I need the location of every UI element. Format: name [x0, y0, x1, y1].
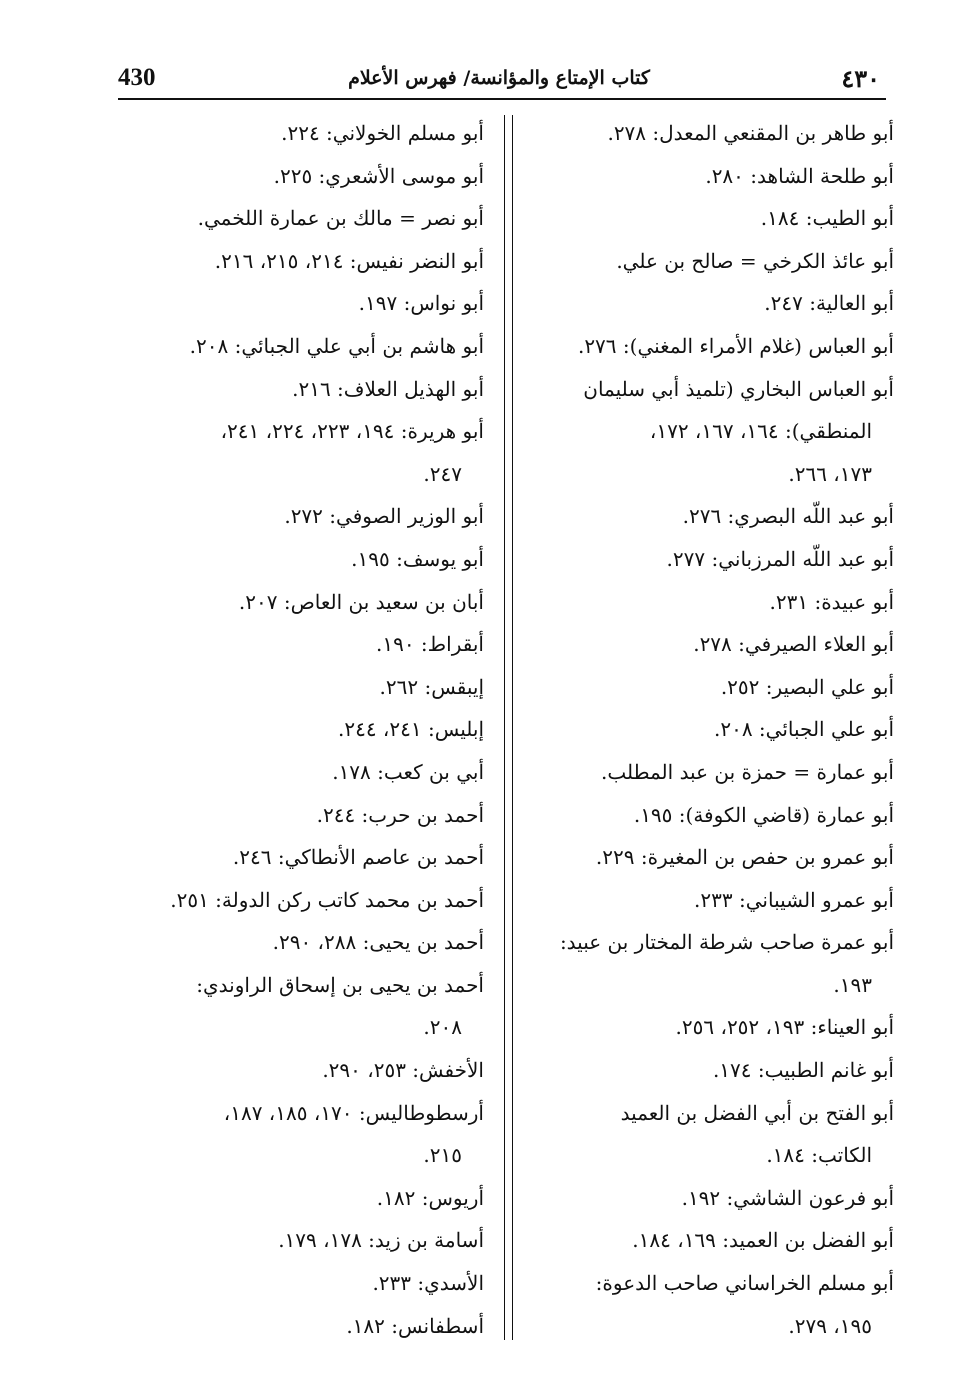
index-entry: أحمد بن محمد كاتب ركن الدولة: ٢٥١. [170, 887, 484, 912]
index-entry: أبو النضر نفيس: ٢١٤، ٢١٥، ٢١٦. [214, 248, 484, 273]
index-entry: أبو فرعون الشاشي: ١٩٢. [681, 1185, 894, 1210]
index-entry: أبو الفضل بن العميد: ١٦٩، ١٨٤. [632, 1228, 894, 1253]
index-entry: أبان بن سعيد بن العاص: ٢٠٧. [238, 589, 484, 614]
index-entry: أريوس: ١٨٢. [376, 1185, 484, 1210]
column-divider-left-line [504, 115, 505, 1340]
index-entry: أبو الفتح بن أبي الفضل بن العميد [620, 1100, 894, 1125]
index-entry: أبو الوزير الصوفي: ٢٧٢. [284, 504, 484, 529]
index-entry: إبليس: ٢٤١، ٢٤٤. [337, 717, 484, 742]
column-divider-right-line [512, 115, 513, 1340]
index-column-left [122, 112, 484, 1347]
running-title: كتاب الإمتاع والمؤانسة/ فهرس الأعلام [348, 67, 650, 89]
index-entry: الأسدي: ٢٣٣. [372, 1271, 484, 1296]
index-entry: أبو يوسف: ١٩٥. [351, 546, 484, 571]
header-rule [118, 98, 886, 100]
index-entry: أرسطوطاليس: ١٧٠، ١٨٥، ١٨٧، [223, 1100, 484, 1125]
index-entry: أسطفانس: ١٨٢. [346, 1313, 484, 1338]
index-entry-continuation: ١٧٣، ٢٦٦. [788, 461, 872, 486]
index-entry: أبو غانم الطبيب: ١٧٤. [712, 1058, 894, 1083]
index-entry: أبو هريرة: ١٩٤، ٢٢٣، ٢٢٤، ٢٤١، [220, 419, 484, 444]
index-entry: أبو عائذ الكرخي = صالح بن علي. [616, 248, 894, 273]
index-entry: أبو هاشم بن أبي علي الجبائي: ٢٠٨. [189, 333, 484, 358]
index-entry-continuation: ٢١٥. [423, 1143, 462, 1168]
index-entry: أبو علي الجبائي: ٢٠٨. [713, 717, 894, 742]
index-entry: أبو عبد اللّه البصري: ٢٧٦. [682, 504, 894, 529]
index-entry: أبو العباس (غلام الأمراء المغني): ٢٧٦. [577, 333, 894, 358]
index-entry: أبو عمارة (قاضي الكوفة): ١٩٥. [633, 802, 894, 827]
index-entry: أبو عمرة صاحب شرطة المختار بن عبيد: [559, 930, 894, 955]
index-entry: أبو مسلم الخراساني صاحب الدعوة: [595, 1271, 894, 1296]
index-entry: أبقراط: ١٩٠. [375, 632, 484, 657]
index-entry: أبو طاهر بن المقنعي المعدل: ٢٧٨. [607, 121, 894, 145]
page-number-arabic: ٤٣٠ [841, 63, 880, 93]
index-entry: أسامة بن زيد: ١٧٨، ١٧٩. [278, 1228, 484, 1253]
index-column-right [524, 112, 894, 1347]
index-entry-continuation: ٢٤٧. [423, 461, 462, 486]
index-entry: أبو نواس: ١٩٧. [358, 291, 484, 316]
index-entry: أبو نصر = مالك بن عمارة اللخمي. [197, 206, 484, 231]
index-entry: أحمد بن يحيى: ٢٨٨، ٢٩٠. [272, 930, 484, 955]
index-entry-continuation: المنطقي): ١٦٤، ١٦٧، ١٧٢، [649, 419, 872, 444]
index-entry: أبو الهذيل العلاف: ٢١٦. [292, 376, 484, 401]
index-entry: أبو عبيدة: ٢٣١. [769, 589, 894, 614]
index-entry: أبو علي البصير: ٢٥٢. [720, 674, 894, 699]
index-entry: أبو العباس البخاري (تلميذ أبي سليمان [583, 376, 894, 401]
index-entry: أبو عبد اللّه المرزباني: ٢٧٧. [666, 546, 894, 571]
index-entry: أبو عمرو الشيباني: ٢٣٣. [694, 887, 894, 912]
index-entry: أحمد بن يحيى بن إسحاق الراوندي: [196, 972, 484, 997]
index-entry: أبو الطيب: ١٨٤. [760, 206, 894, 231]
index-entry-continuation: ٢٠٨. [423, 1015, 462, 1040]
index-entry: أحمد بن حرب: ٢٤٤. [316, 802, 484, 827]
index-entry: أبو طلحة الشاهد: ٢٨٠. [705, 163, 894, 188]
index-entry-continuation: الكاتب: ١٨٤. [766, 1143, 872, 1168]
index-entry: أبو العلاء الصيرفي: ٢٧٨. [693, 632, 894, 657]
page-number-latin: 430 [118, 64, 156, 91]
index-entry: أبو العيناء: ١٩٣، ٢٥٢، ٢٥٦. [675, 1015, 894, 1040]
index-entry-continuation: ١٩٥، ٢٧٩. [788, 1313, 872, 1338]
index-entry: أبو العالية: ٢٤٧. [764, 291, 894, 316]
page-header [118, 58, 880, 98]
index-entry: أبو موسى الأشعري: ٢٢٥. [273, 163, 484, 188]
index-entry: أبو مسلم الخولاني: ٢٢٤. [281, 121, 484, 145]
index-entry: الأخفش: ٢٥٣، ٢٩٠. [322, 1058, 484, 1083]
index-entry: أحمد بن عاصم الأنطاكي: ٢٤٦. [232, 845, 484, 870]
index-entry-continuation: ١٩٣. [833, 972, 872, 997]
index-entry: أبو عمارة = حمزة بن عبد المطلب. [600, 759, 894, 784]
index-entry: أبو عمرو بن حفص بن المغيرة: ٢٢٩. [595, 845, 894, 870]
index-entry: إيبقس: ٢٦٢. [379, 674, 484, 699]
index-entry: أبي بن كعب: ١٧٨. [332, 759, 484, 784]
